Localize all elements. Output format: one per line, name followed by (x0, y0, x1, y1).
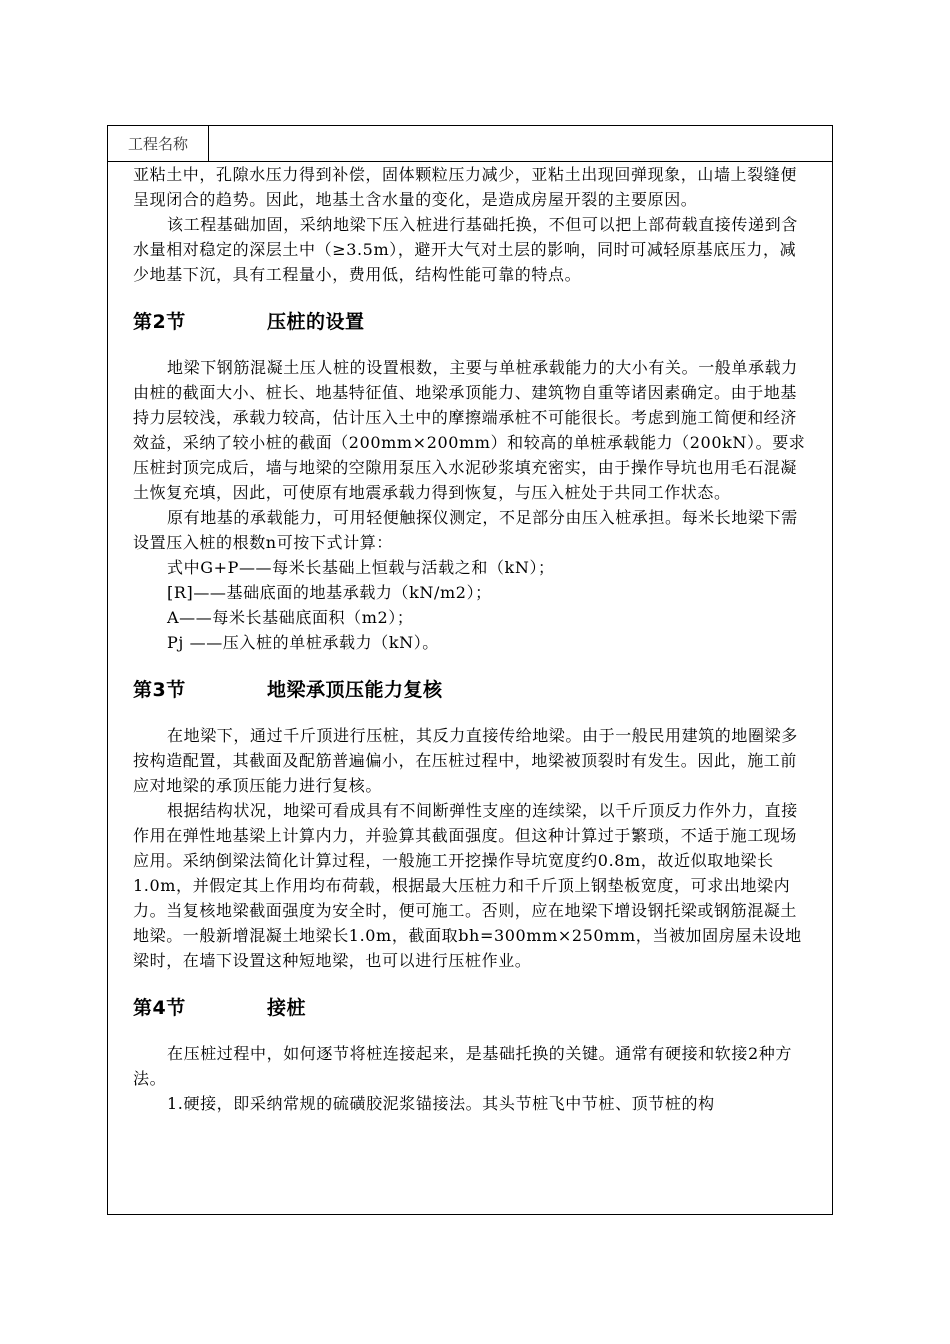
document-frame (107, 125, 833, 1215)
section-heading-4 (133, 995, 808, 1021)
project-name-label: 工程名称 (108, 126, 209, 161)
section-number: 第4节 (133, 997, 186, 1019)
paragraph: 地梁下钢筋混凝土压人桩的设置根数，主要与单桩承载能力的大小有关。一般单承载力由桩的截面大小、桩长、地基特征值、地梁承顶能力、建筑物自重等诸因素确定。由于地基持力层较浅，承载力较高，估计压入土中的摩擦端承桩不可能很长。考虑到施工简便和经济效益，采纳了较小桩的截面（200mm×200mm）和较高的单桩承载能力（200kN）。要求压桩封顶完成后，墙与地梁的空隙用泵压入水泥砂浆填充密实，由于操作导坑也用毛石混凝土恢复充填，因此，可使原有地震承载力得到恢复，与压入桩处于共同工作状态。 (133, 358, 806, 502)
section-number: 第3节 (133, 679, 186, 701)
formula-note: [R]——基础底面的地基承载力（kN/m2）； (167, 583, 492, 602)
section-heading-3 (133, 677, 808, 703)
paragraph: 原有地基的承载能力，可用轻便触探仪测定，不足部分由压入桩承担。每米长地梁下需设置压入桩的根数n可按下式计算： (133, 508, 798, 552)
paragraph: 该工程基础加固，采纳地梁下压入桩进行基础托换，不但可以把上部荷载直接传递到含水量相对稳定的深层土中（≥3.5m），避开大气对土层的影响，同时可减轻原基底压力，减少地基下沉，具有工程量小，费用低，结构性能可靠的特点。 (133, 215, 798, 284)
formula-note: 式中G+P——每米长基础上恒载与活载之和（kN）； (167, 558, 555, 577)
formula-note: Pj ——压入桩的单桩承载力（kN）。 (167, 633, 439, 652)
formula-note: A——每米长基础底面积（m2）； (167, 608, 414, 627)
section-heading-2 (133, 309, 808, 335)
project-name-value (209, 126, 832, 161)
paragraph: 根据结构状况，地梁可看成具有不间断弹性支座的连续梁，以千斤顶反力作外力，直接作用在弹性地基梁上计算内力，并验算其截面强度。但这种计算过于繁琐，不适于施工现场应用。采纳倒梁法简化计算过程，一般施工开挖操作导坑宽度约0.8m，故近似取地梁长1.0m，并假定其上作用均布荷载，根据最大压桩力和千斤顶上钢垫板宽度，可求出地梁内力。当复核地梁截面强度为安全时，便可施工。否则，应在地梁下增设钢托梁或钢筋混凝土地梁。一般新增混凝土地梁长1.0m，截面取bh=300mm×250mm，当被加固房屋未设地梁时，在墙下设置这种短地梁，也可以进行压桩作业。 (133, 801, 802, 970)
paragraph: 亚粘土中，孔隙水压力得到补偿，固体颗粒压力减少，亚粘土出现回弹现象，山墙上裂缝便呈现闭合的趋势。因此，地基土含水量的变化，是造成房屋开裂的主要原因。 (133, 165, 798, 209)
section-title: 接桩 (267, 997, 307, 1019)
document-body (108, 162, 832, 1116)
section-title: 压桩的设置 (267, 311, 365, 333)
paragraph: 在地梁下，通过千斤顶进行压桩，其反力直接传给地梁。由于一般民用建筑的地圈梁多按构造配置，其截面及配筋普遍偏小，在压桩过程中，地梁被顶裂时有发生。因此，施工前应对地梁的承顶压能力进行复核。 (133, 726, 798, 795)
section-number: 第2节 (133, 311, 186, 333)
paragraph: 1.硬接，即采纳常规的硫磺胶泥浆锚接法。其头节桩飞中节桩、顶节桩的构 (167, 1094, 715, 1113)
section-title: 地梁承顶压能力复核 (267, 679, 443, 701)
paragraph: 在压桩过程中，如何逐节将桩连接起来，是基础托换的关键。通常有硬接和软接2种方法。 (133, 1044, 792, 1088)
header-row (108, 126, 832, 162)
